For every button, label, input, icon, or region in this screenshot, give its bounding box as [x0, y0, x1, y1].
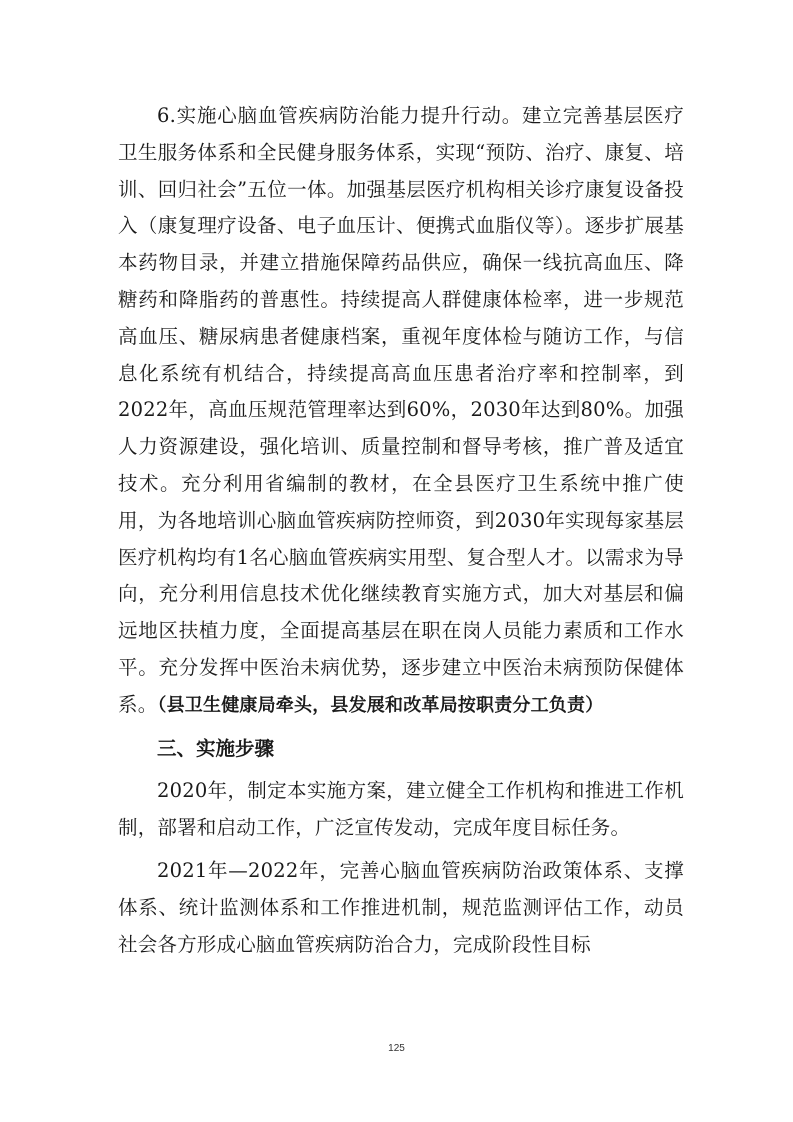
paragraph-action-6: [118, 98, 684, 725]
responsibility-note: （县卫生健康局牵头，县发展和改革局按职责分工负责）: [157, 694, 604, 716]
paragraph-2021-2022: 2021年—2022年，完善心脑血管疾病防治政策体系、支撑体系、统计监测体系和工作推进机制，规范监测评估工作，动员社会各方形成心脑血管疾病防治合力，完成阶段性目标: [118, 858, 684, 956]
paragraph-2020: 2020年，制定本实施方案，建立健全工作机构和推进工作机制，部署和启动工作，广泛宣传发动，完成年度目标任务。: [118, 779, 684, 840]
page-number: 125: [388, 1043, 405, 1054]
paragraph-action-6-text: 6.实施心脑血管疾病防治能力提升行动。建立完善基层医疗卫生服务体系和全民健身服务体系，实现“预防、治疗、康复、培训、回归社会”五位一体。加强基层医疗机构相关诊疗康复设备投入（康复理疗设备、电子血压计、便携式血脂仪等）。逐步扩展基本药物目录，并建立措施保障药品供应，确保一线抗高血压、降糖药和降脂药的普惠性。持续提高人群健康体检率，进一步规范高血压、糖尿病患者健康档案，重视年度体检与随访工作，与信息化系统有机结合，持续提高高血压患者治疗率和控制率，到2022年，高血压规范管理率达到60%，2030年达到80%。加强人力资源建设，强化培训、质量控制和督导考核，推广普及适宜技术。充分利用省编制的教材，在全县医疗卫生系统中推广使用，为各地培训心脑血管疾病防控师资，到2030年实现每家基层医疗机构均有1名心脑血管疾病实用型、复合型人才。以需求为导向，充分利用信息技术优化继续教育实施方式，加大对基层和偏远地区扶植力度，全面提高基层在职在岗人员能力素质和工作水平。充分发挥中医治未病优势，逐步建立中医治未病预防保健体系。: [118, 104, 684, 716]
document-body: [118, 98, 684, 969]
section-heading: 三、实施步骤: [157, 736, 275, 760]
